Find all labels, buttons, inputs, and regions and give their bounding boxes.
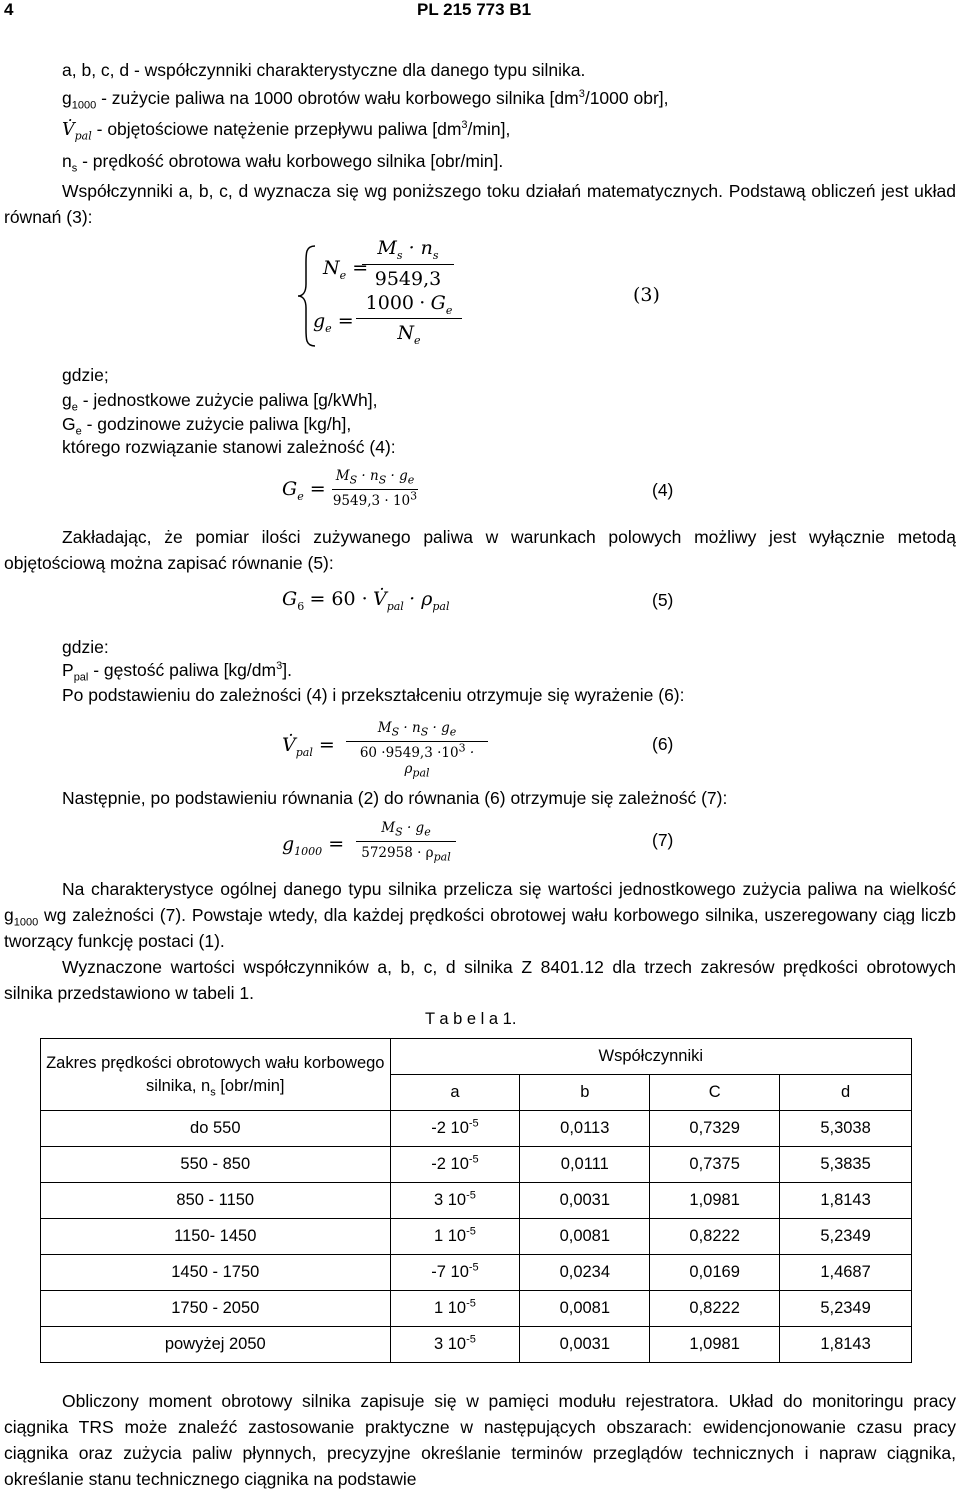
- def-g1000: $g_{1000}$ - zużycie paliwa na 1000 obrotów wału korbowego silnika [$dm^3/1000$ obr],: [62, 88, 669, 112]
- table-row: do 550 -2 $10^{-5}$ 0,0113 0,7329 5,3038: [41, 1111, 912, 1147]
- equation-7-label: (7): [652, 830, 674, 850]
- equation-5-label: (5): [652, 590, 674, 610]
- paragraph-substitution: Po podstawieniu do zależności (4) i przekształceniu otrzymuje się wyrażenie (6):: [62, 685, 685, 705]
- def-ppal: $P_{pal}$ - gęstość paliwa $[kg/dm^3]$.: [62, 660, 292, 684]
- gdzie-1: gdzie;: [62, 365, 109, 385]
- def-Ge: $G_e$ - godzinowe zużycie paliwa [kg/h],: [62, 414, 352, 438]
- equation-6-label: (6): [652, 734, 674, 754]
- gdzie-2: gdzie:: [62, 637, 109, 657]
- table-row: powyżej 2050 3 $10^{-5}$ 0,0031 1,0981 1,8143: [41, 1327, 912, 1363]
- header-col-a: a: [390, 1075, 520, 1111]
- brace-icon: [296, 244, 318, 348]
- paragraph-characteristic: Na charakterystyce ogólnej danego typu silnika przelicza się wartości jednostkowego zużycia paliwa na wielkość $g_{1000}$ wg zależności (7). Powstaje wtedy, dla każdej prędkości obrotowej wału korbowego silnika, uszeregowany ciąg liczb tworzący funkcję postaci (1).: [4, 879, 956, 951]
- def-vpal: $V̇_{pal}$ - objętościowe natężenie przepływu paliwa $[dm^3/\min]$,: [62, 119, 511, 143]
- header-col-d: d: [780, 1075, 912, 1111]
- table-caption: T a b e l a 1.: [425, 1010, 517, 1028]
- paragraph-coefficients: Wyznaczone wartości współczynników a, b, c, d silnika Z 8401.12 dla trzech zakresów prędkości obrotowych silnika przedstawiono w tabeli 1.: [4, 957, 956, 1003]
- header-range: Zakres prędkości obrotowych wału korbowego silnika, $n_s$ [obr/min]: [41, 1039, 391, 1111]
- equation-4-label: (4): [652, 480, 674, 500]
- table-row: 1750 - 2050 1 $10^{-5}$ 0,0081 0,8222 5,2349: [41, 1291, 912, 1327]
- paragraph-intro: Współczynniki a, b, c, d wyznacza się wg poniższego toku działań matematycznych. Podstawą obliczeń jest układ równań (3):: [4, 181, 956, 227]
- table-row: 1450 - 1750 -7 $10^{-5}$ 0,0234 0,0169 1,4687: [41, 1255, 912, 1291]
- header-col-b: b: [520, 1075, 650, 1111]
- def-ge: $g_e$ - jednostkowe zużycie paliwa [g/kWh],: [62, 390, 378, 414]
- table-row: 850 - 1150 3 $10^{-5}$ 0,0031 1,0981 1,8143: [41, 1183, 912, 1219]
- header-coefficients: Współczynniki: [390, 1039, 911, 1075]
- page-number: 4: [4, 0, 14, 19]
- table-row: 1150- 1450 1 $10^{-5}$ 0,0081 0,8222 5,2349: [41, 1219, 912, 1255]
- def-ns: $n_s$ - prędkość obrotowa wału korbowego silnika [obr/min].: [62, 151, 504, 175]
- def-abcd: a, b, c, d - współczynniki charakterystyczne dla danego typu silnika.: [62, 60, 586, 80]
- header-col-c: C: [650, 1075, 780, 1111]
- table-row: 550 - 850 -2 $10^{-5}$ 0,0111 0,7375 5,3835: [41, 1147, 912, 1183]
- text-ktorego: którego rozwiązanie stanowi zależność (4):: [62, 437, 396, 457]
- paragraph-conclusion: Obliczony moment obrotowy silnika zapisuje się w pamięci modułu rejestratora. Układ do monitoringu pracy ciągnika TRS może znaleźć zastosowanie praktyczne w następujących obszarach: ewidencjonowanie czasu pracy ciągnika oraz zużycia paliw płynnych, precyzyjne określanie terminów przeglądów technicznych i napraw ciągnika, określanie stanu technicznego ciągnika na podstawie: [4, 1391, 956, 1489]
- equation-3-label: (3): [633, 284, 660, 306]
- patent-number: PL 215 773 B1: [417, 0, 532, 19]
- paragraph-next: Następnie, po podstawieniu równania (2) do równania (6) otrzymuje się zależność (7):: [62, 788, 728, 808]
- paragraph-measurement: Zakładając, że pomiar ilości zużywanego paliwa w warunkach polowych możliwy jest wyłącznie metodą objętościową można zapisać równanie (5):: [4, 527, 956, 573]
- coefficients-table: [40, 1038, 912, 1363]
